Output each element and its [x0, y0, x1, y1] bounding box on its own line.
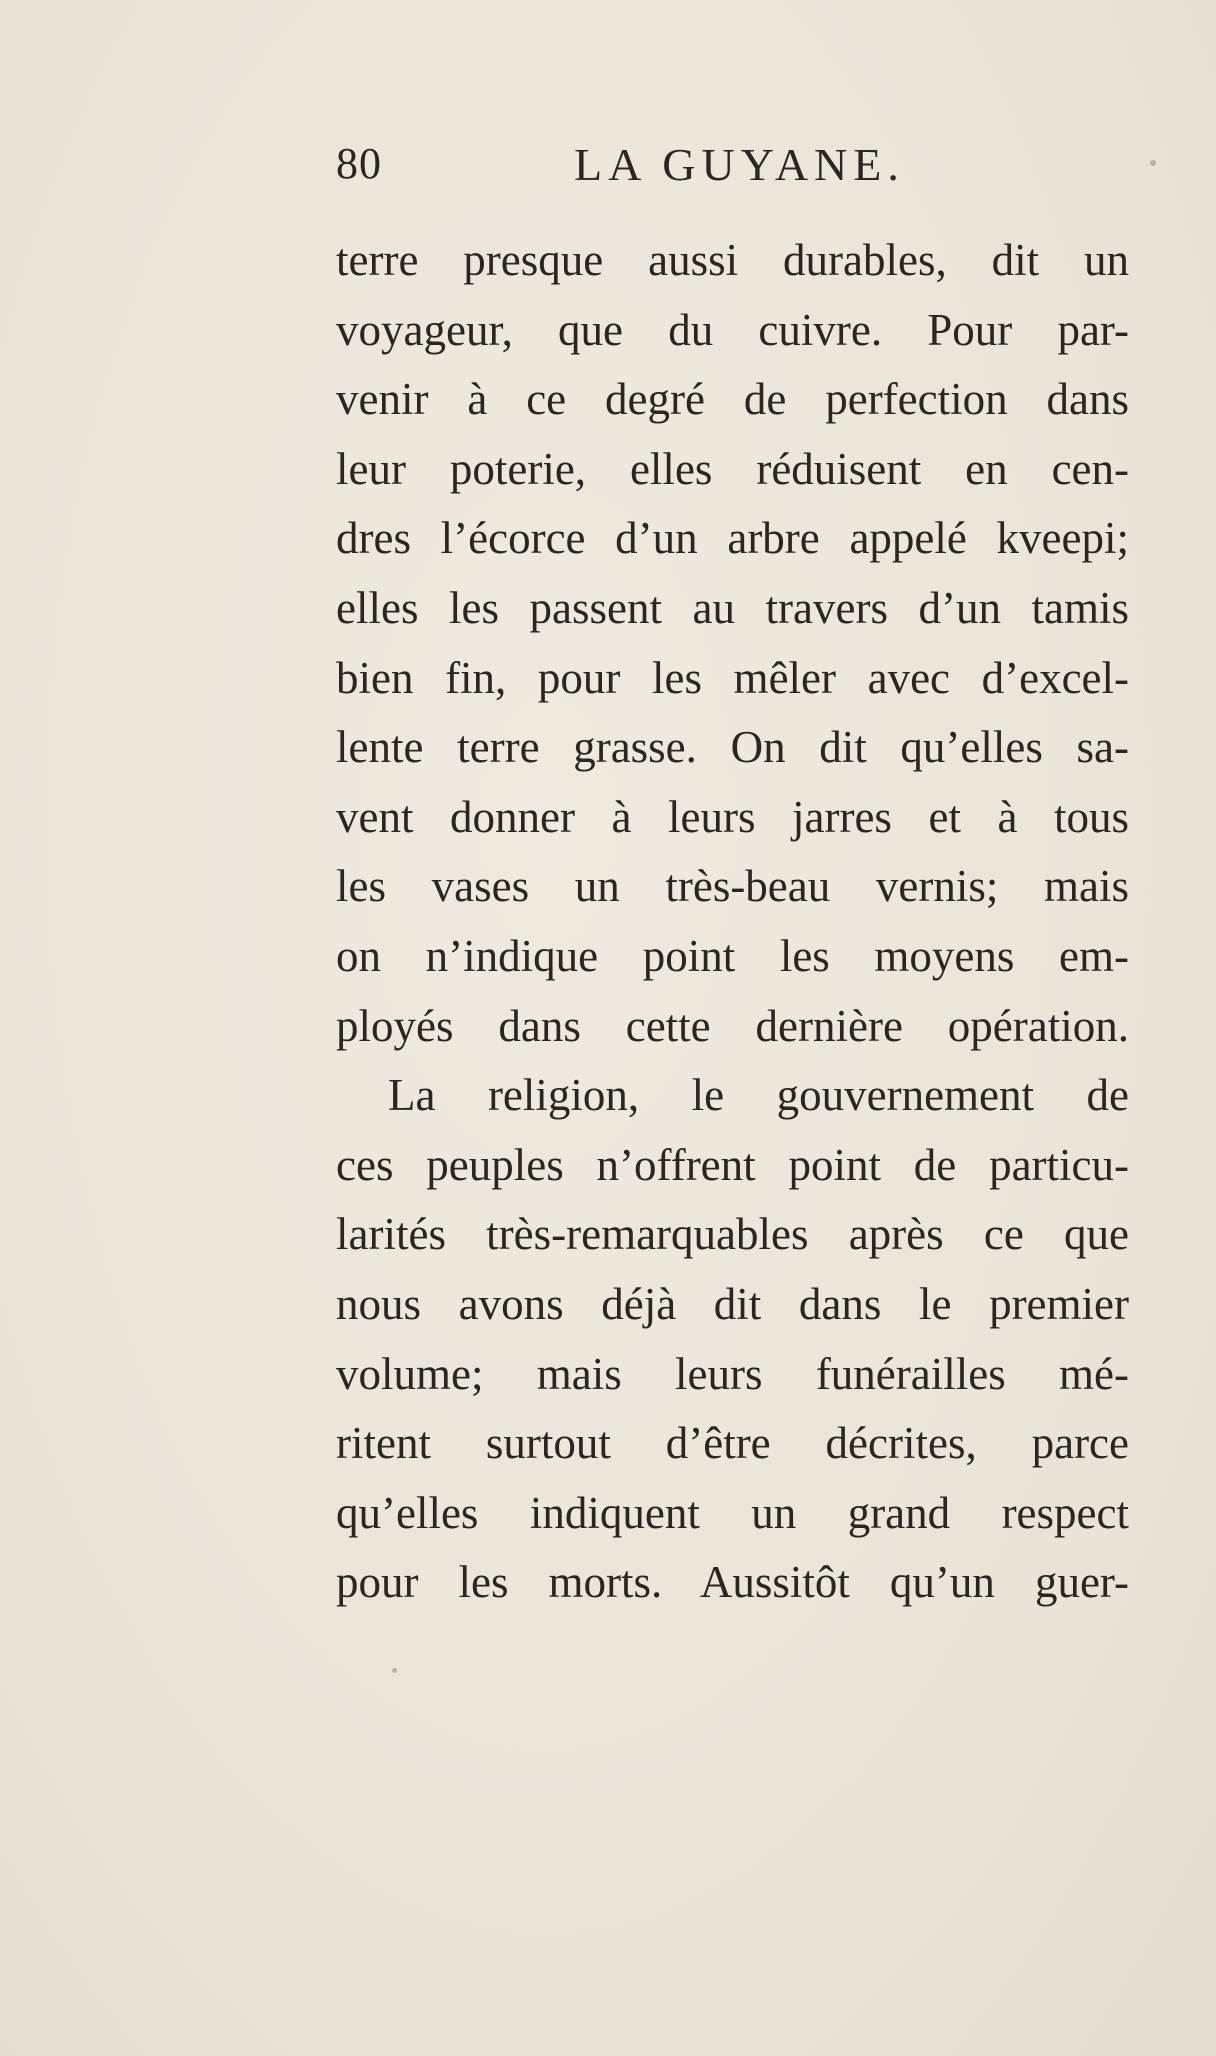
text-line: larités très-remarquables après ce que: [336, 1209, 1129, 1260]
running-title: LA GUYANE.: [574, 139, 905, 190]
text-line: ployés dans cette dernière opération.: [336, 1000, 1129, 1051]
text-line: venir à ce degré de perfection dans: [336, 374, 1129, 425]
text-line: voyageur, que du cuivre. Pour par-: [336, 304, 1129, 355]
text-line: ces peuples n’offrent point de particu-: [336, 1139, 1129, 1190]
text-line: on n’indique point les moyens em-: [336, 930, 1129, 981]
paper-speck: [392, 1668, 397, 1673]
text-line: vent donner à leurs jarres et à tous: [336, 791, 1129, 842]
text-line: bien fin, pour les mêler avec d’excel-: [336, 652, 1129, 703]
text-line: La religion, le gouvernement de: [388, 1070, 1129, 1121]
page-number: 80: [336, 139, 382, 188]
text-line: volume; mais leurs funérailles mé-: [336, 1348, 1129, 1399]
text-line: qu’elles indiquent un grand respect: [336, 1487, 1129, 1538]
text-line: dres l’écorce d’un arbre appelé kveepi;: [336, 513, 1129, 564]
text-line: leur poterie, elles réduisent en cen-: [336, 443, 1129, 494]
text-line: terre presque aussi durables, dit un: [336, 235, 1129, 285]
text-line: ritent surtout d’être décrites, parce: [336, 1418, 1129, 1469]
text-line: elles les passent au travers d’un tamis: [336, 582, 1129, 633]
text-line: les vases un très-beau vernis; mais: [336, 861, 1129, 912]
page-header: [336, 138, 1136, 198]
text-line: pour les morts. Aussitôt qu’un guer-: [336, 1557, 1129, 1608]
body-text: [336, 226, 1129, 1618]
text-line: lente terre grasse. On dit qu’elles sa-: [336, 722, 1129, 773]
text-line: nous avons déjà dit dans le premier: [336, 1278, 1129, 1329]
paper-speck: [1150, 160, 1156, 166]
